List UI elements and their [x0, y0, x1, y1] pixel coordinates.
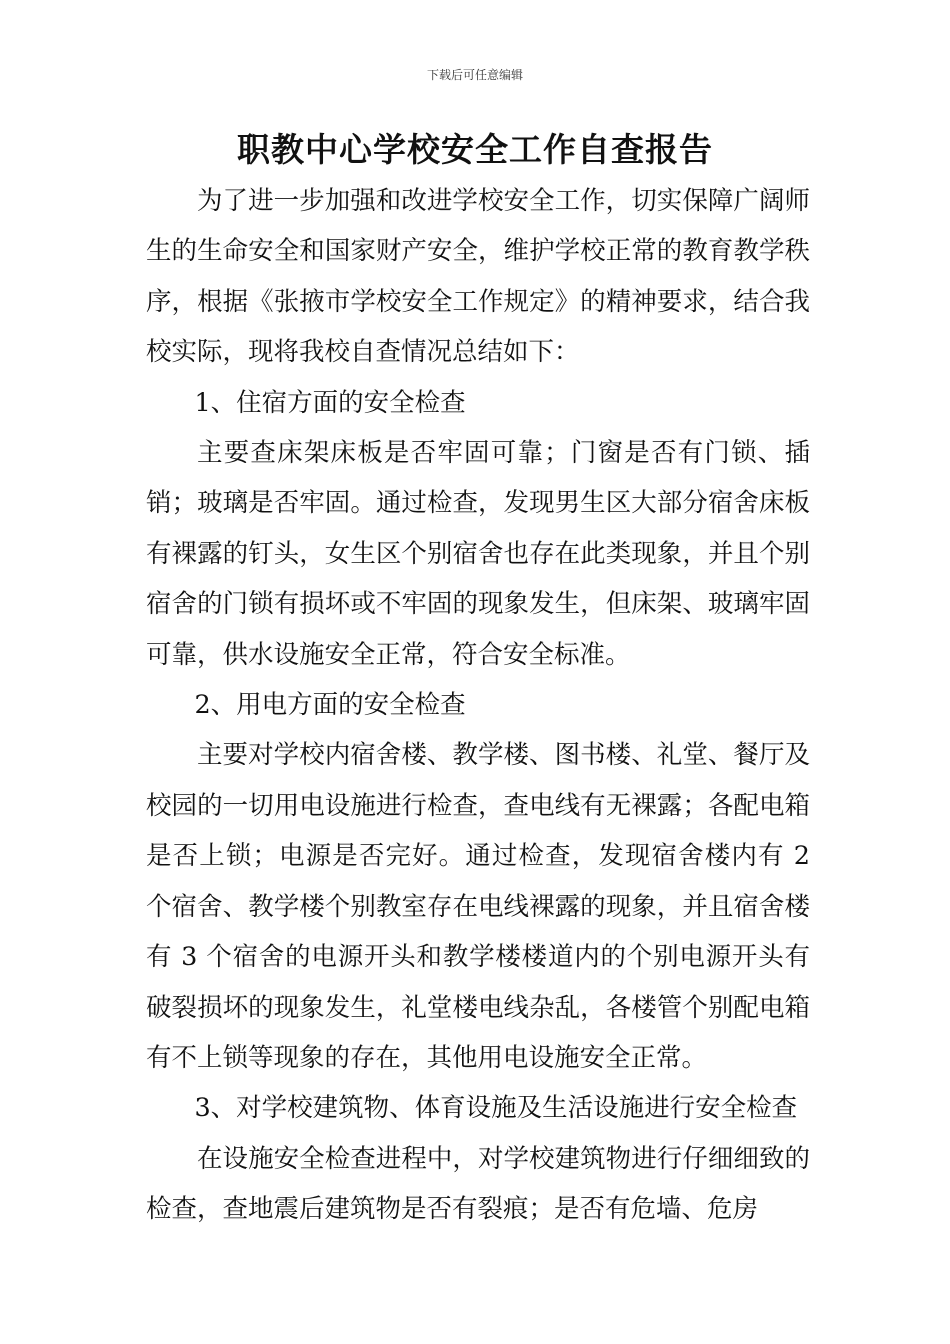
page-title: 职教中心学校安全工作自查报告	[237, 130, 713, 169]
section-paragraph-3: 在设施安全检查进程中，对学校建筑物进行仔细细致的检查，查地震后建筑物是否有裂痕；是否有危墙、危房	[146, 1143, 810, 1225]
section-paragraph-2: 主要对学校内宿舍楼、教学楼、图书楼、礼堂、餐厅及校园的一切用电设施进行检查，查电线有无裸露；各配电箱是否上锁；电源是否完好。通过检查，发现宿舍楼内有 2 个宿舍、教学楼个别教室存在电线裸露的现象，并且宿舍楼有 3 个宿舍的电源开头和教学楼楼道内的个别电源开头有破裂损坏的现象发生，礼堂楼电线杂乱，各楼管个别配电箱有不上锁等现象的存在，其他用电设施安全正常。	[146, 740, 810, 1073]
section-heading-1: 1、住宿方面的安全检查	[194, 387, 466, 418]
section-heading-2: 2、用电方面的安全检查	[194, 690, 466, 721]
section-paragraph-1: 主要查床架床板是否牢固可靠；门窗是否有门锁、插销；玻璃是否牢固。通过检查，发现男生区大部分宿舍床板有裸露的钉头，女生区个别宿舍也存在此类现象，并且个别宿舍的门锁有损坏或不牢固的现象发生，但床架、玻璃牢固可靠，供水设施安全正常，符合安全标准。	[146, 438, 810, 670]
document-body	[146, 176, 810, 1235]
section-heading-3: 3、对学校建筑物、体育设施及生活设施进行安全检查	[194, 1093, 798, 1124]
intro-paragraph: 为了进一步加强和改进学校安全工作，切实保障广阔师生的生命安全和国家财产安全，维护学校正常的教育教学秩序，根据《张掖市学校安全工作规定》的精神要求，结合我校实际，现将我校自查情况总结如下：	[146, 186, 810, 368]
header-note: 下载后可任意编辑	[426, 68, 523, 82]
